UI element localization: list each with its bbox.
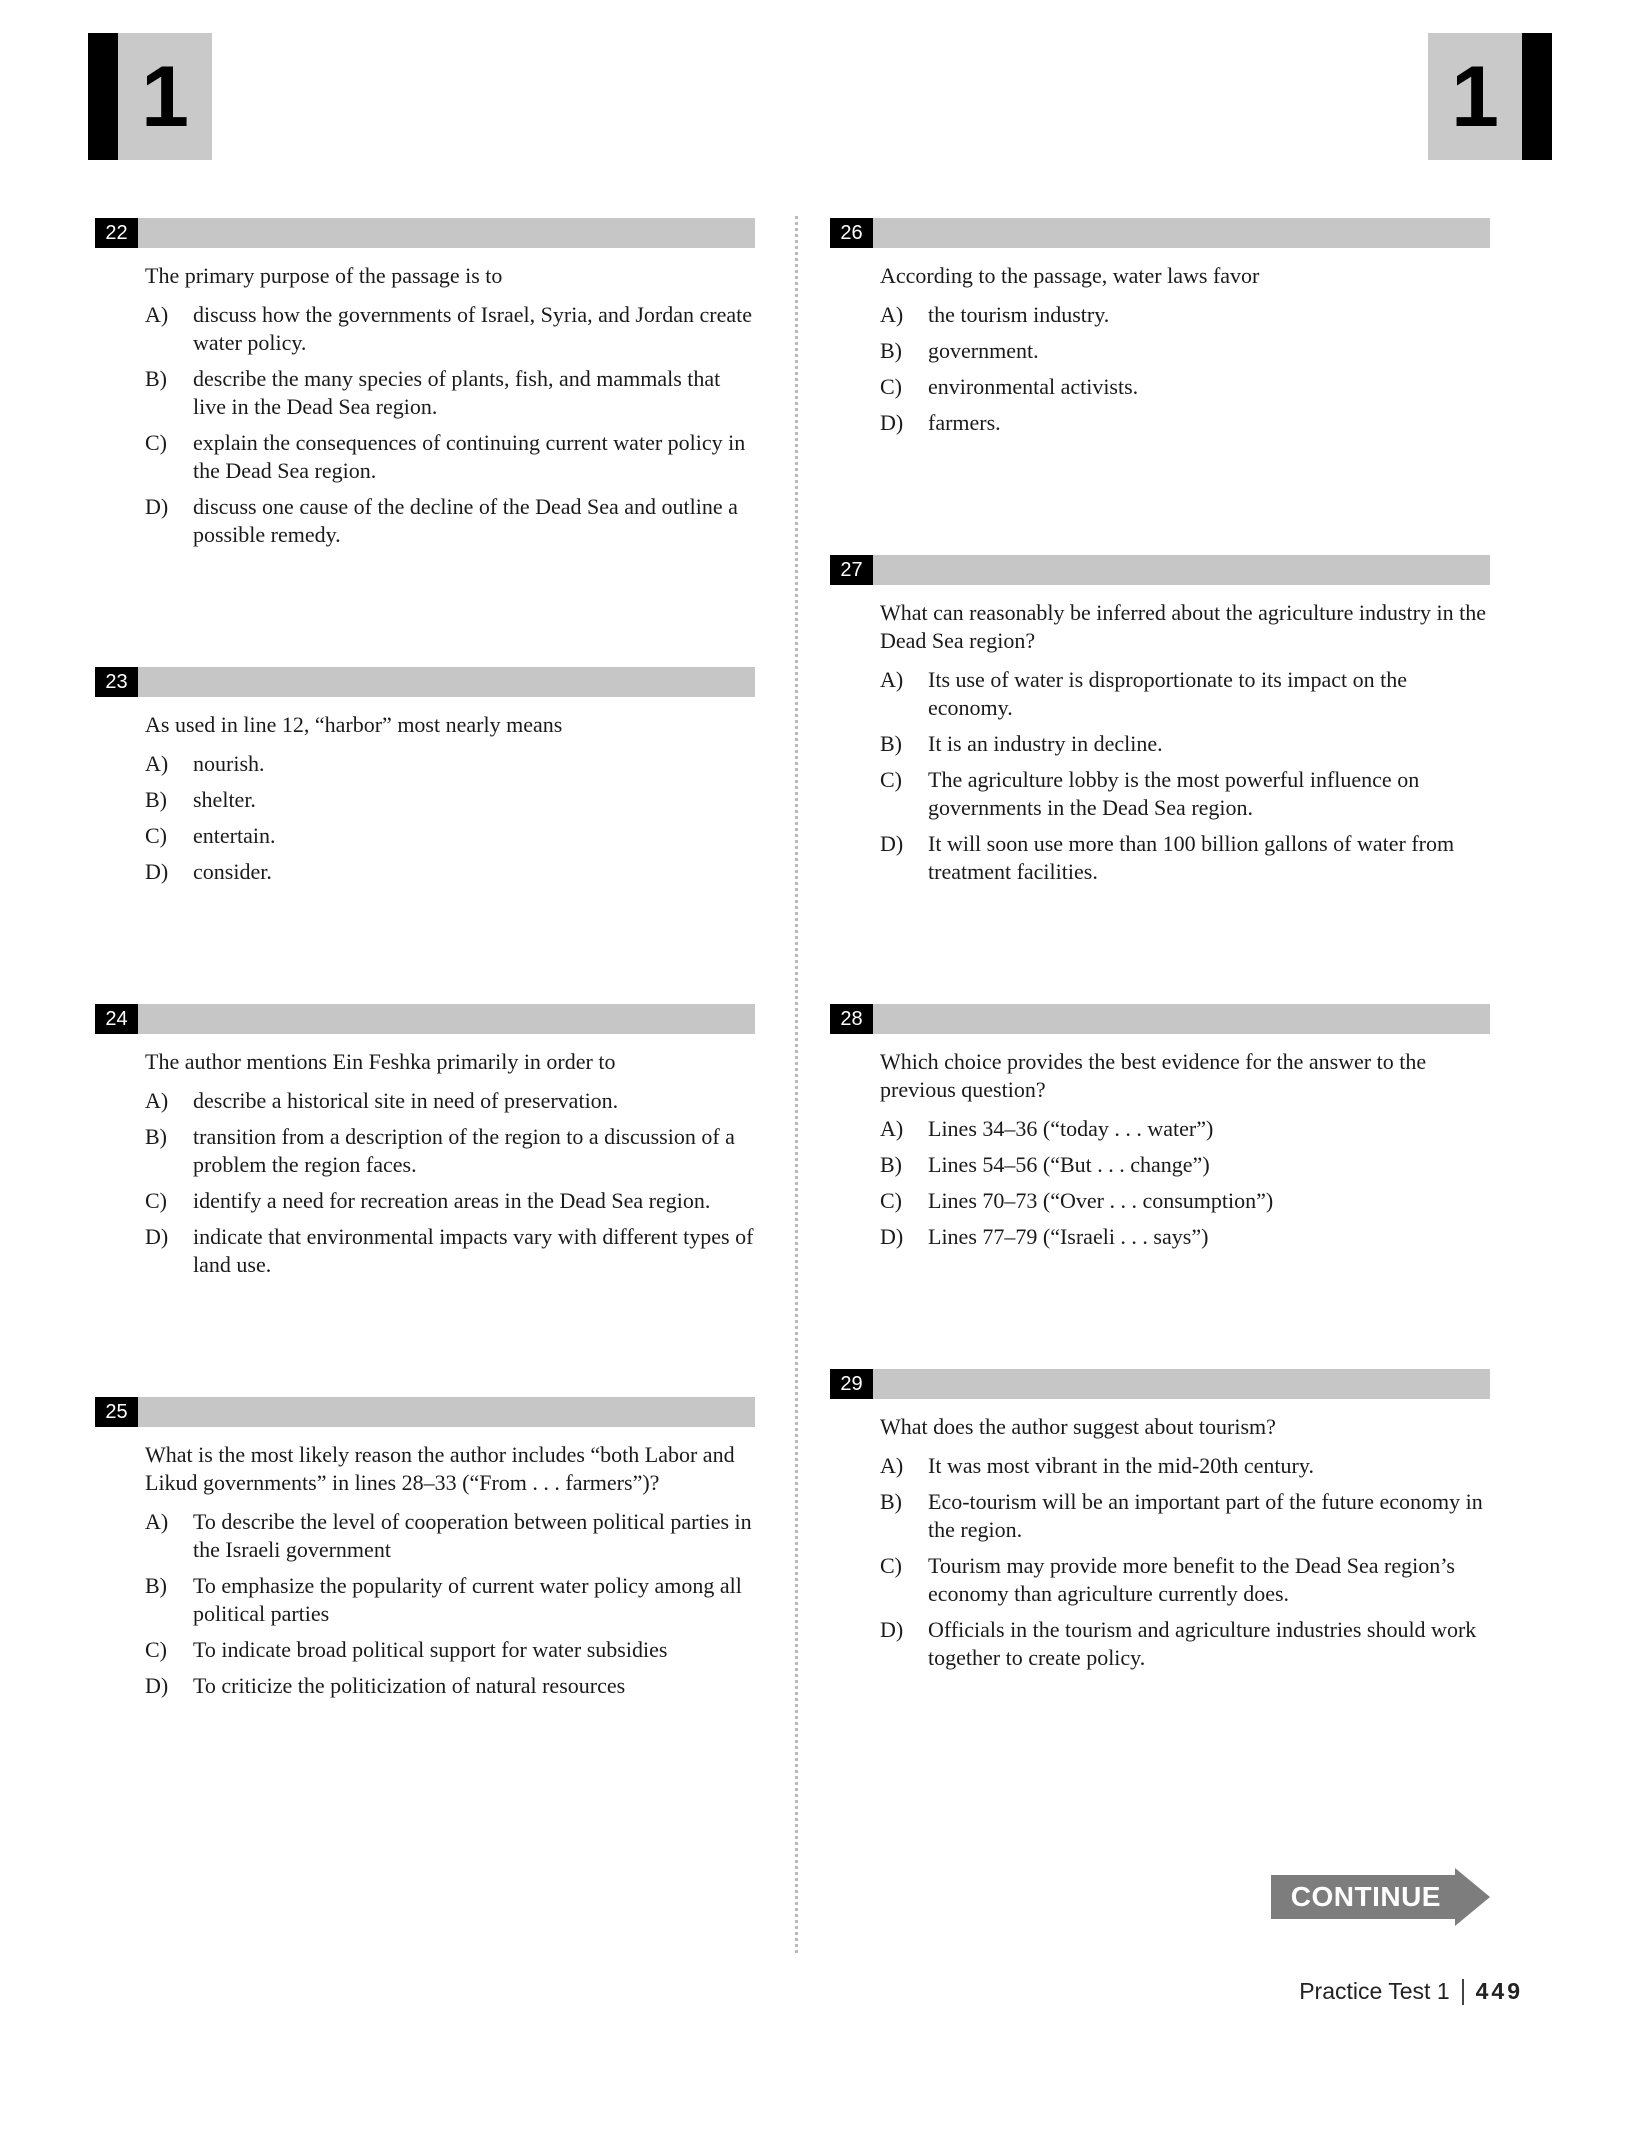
choice-letter: A) (880, 1116, 904, 1141)
answer-choice-25-D (145, 1672, 755, 1700)
answer-choice-28-D (880, 1223, 1490, 1251)
choice-letter: B) (880, 1152, 902, 1177)
choice-text: the tourism industry. (928, 302, 1110, 327)
questions-column-right (830, 218, 1490, 1790)
question-number: 27 (830, 555, 873, 585)
answer-choice-29-D (880, 1616, 1490, 1672)
question-stem: What is the most likely reason the author includes “both Labor and Likud governments” in lines 28–33 (“From . . . farmers”)? (145, 1442, 735, 1495)
choice-text: Its use of water is disproportionate to its impact on the economy. (928, 667, 1408, 720)
choice-text: Lines 70–73 (“Over . . . consumption”) (928, 1188, 1274, 1213)
question-number: 26 (830, 218, 873, 248)
question-number: 25 (95, 1397, 138, 1427)
answer-choice-26-D (880, 409, 1490, 437)
section-badge-right (1428, 33, 1522, 160)
choice-letter: B) (145, 1573, 167, 1598)
choice-text: It is an industry in decline. (928, 731, 1163, 756)
footer-divider (1462, 1979, 1464, 2005)
choice-letter: C) (880, 1553, 902, 1578)
choice-text: The agriculture lobby is the most powerful influence on governments in the Dead Sea region. (928, 767, 1420, 820)
question-number: 23 (95, 667, 138, 697)
question-body (95, 248, 755, 549)
question-header-bar (830, 1004, 1490, 1034)
question-header-bar (830, 1369, 1490, 1399)
choice-letter: C) (880, 767, 902, 792)
choice-letter: D) (145, 494, 169, 519)
footer-test-label: Practice Test 1 (1299, 1978, 1450, 2004)
question-24 (95, 1004, 755, 1279)
choice-letter: D) (145, 1673, 169, 1698)
page-footer (0, 1978, 1523, 2005)
choice-text: environmental activists. (928, 374, 1139, 399)
answer-choice-29-B (880, 1488, 1490, 1544)
choice-text: It will soon use more than 100 billion gallons of water from treatment facilities. (928, 831, 1455, 884)
question-stem: The author mentions Ein Feshka primarily in order to (145, 1049, 616, 1074)
questions-column-left (95, 218, 755, 1818)
column-divider (795, 216, 798, 1953)
section-number-left: 1 (141, 48, 189, 145)
question-header-bar (95, 1004, 755, 1034)
choice-letter: C) (880, 1188, 902, 1213)
choice-letter: D) (880, 410, 904, 435)
choice-text: discuss how the governments of Israel, Syria, and Jordan create water policy. (193, 302, 753, 355)
answer-choice-22-B (145, 365, 755, 421)
question-27 (830, 555, 1490, 886)
question-23 (95, 667, 755, 886)
choice-text: transition from a description of the region to a discussion of a problem the region faces. (193, 1124, 735, 1177)
choice-letter: D) (880, 1224, 904, 1249)
choice-letter: A) (145, 1509, 169, 1534)
section-number-right: 1 (1451, 48, 1499, 145)
header-black-rule-right (1522, 33, 1552, 160)
question-body (95, 1034, 755, 1279)
choice-text: Eco-tourism will be an important part of the future economy in the region. (928, 1489, 1483, 1542)
answer-choice-29-A (880, 1452, 1490, 1480)
question-number: 29 (830, 1369, 873, 1399)
question-28 (830, 1004, 1490, 1251)
choice-letter: C) (880, 374, 902, 399)
choice-text: describe a historical site in need of preservation. (193, 1088, 619, 1113)
choice-letter: A) (145, 1088, 169, 1113)
choice-text: It was most vibrant in the mid-20th century. (928, 1453, 1314, 1478)
choice-letter: B) (145, 787, 167, 812)
choice-text: Tourism may provide more benefit to the Dead Sea region’s economy than agriculture currently does. (928, 1553, 1455, 1606)
choice-letter: B) (880, 731, 902, 756)
answer-choice-27-B (880, 730, 1490, 758)
answer-choice-29-C (880, 1552, 1490, 1608)
choice-text: nourish. (193, 751, 265, 776)
answer-choice-24-A (145, 1087, 755, 1115)
choice-text: farmers. (928, 410, 1001, 435)
question-stem: The primary purpose of the passage is to (145, 263, 503, 288)
question-body (830, 1399, 1490, 1672)
choice-letter: A) (880, 1453, 904, 1478)
choice-text: To describe the level of cooperation between political parties in the Israeli government (193, 1509, 752, 1562)
choice-text: government. (928, 338, 1039, 363)
question-stem: Which choice provides the best evidence for the answer to the previous question? (880, 1049, 1427, 1102)
footer-page-number: 449 (1475, 1978, 1523, 2004)
question-header-bar (95, 667, 755, 697)
choice-letter: C) (145, 823, 167, 848)
answer-choice-28-C (880, 1187, 1490, 1215)
answer-choice-26-A (880, 301, 1490, 329)
choice-letter: B) (880, 338, 902, 363)
answer-choice-23-A (145, 750, 755, 778)
choice-text: Lines 34–36 (“today . . . water”) (928, 1116, 1214, 1141)
choice-text: indicate that environmental impacts vary with different types of land use. (193, 1224, 754, 1277)
answer-choice-24-C (145, 1187, 755, 1215)
answer-choice-28-B (880, 1151, 1490, 1179)
choice-text: describe the many species of plants, fish, and mammals that live in the Dead Sea region. (193, 366, 721, 419)
choice-text: To criticize the politicization of natural resources (193, 1673, 626, 1698)
answer-choice-22-C (145, 429, 755, 485)
answer-choice-24-D (145, 1223, 755, 1279)
question-22 (95, 218, 755, 549)
question-body (830, 585, 1490, 886)
question-26 (830, 218, 1490, 437)
question-number: 24 (95, 1004, 138, 1034)
answer-choice-23-D (145, 858, 755, 886)
choice-text: To emphasize the popularity of current water policy among all political parties (193, 1573, 742, 1626)
choice-text: entertain. (193, 823, 276, 848)
answer-choice-23-C (145, 822, 755, 850)
choice-text: explain the consequences of continuing current water policy in the Dead Sea region. (193, 430, 746, 483)
choice-letter: D) (880, 1617, 904, 1642)
continue-button (1271, 1875, 1455, 1919)
choice-text: identify a need for recreation areas in the Dead Sea region. (193, 1188, 711, 1213)
question-body (95, 697, 755, 886)
choice-letter: D) (145, 859, 169, 884)
question-body (95, 1427, 755, 1700)
answer-choice-25-C (145, 1636, 755, 1664)
choice-letter: A) (145, 302, 169, 327)
question-number: 28 (830, 1004, 873, 1034)
section-badge-left (118, 33, 212, 160)
question-header-bar (95, 1397, 755, 1427)
choice-letter: C) (145, 430, 167, 455)
question-header-bar (95, 218, 755, 248)
choice-text: Lines 77–79 (“Israeli . . . says”) (928, 1224, 1209, 1249)
answer-choice-22-D (145, 493, 755, 549)
continue-arrow-icon (1455, 1868, 1490, 1926)
choice-letter: B) (145, 366, 167, 391)
answer-choice-27-A (880, 666, 1490, 722)
question-header-bar (830, 218, 1490, 248)
choice-text: consider. (193, 859, 272, 884)
question-body (830, 1034, 1490, 1251)
choice-letter: D) (145, 1224, 169, 1249)
answer-choice-25-B (145, 1572, 755, 1628)
choice-text: Lines 54–56 (“But . . . change”) (928, 1152, 1210, 1177)
answer-choice-23-B (145, 786, 755, 814)
choice-letter: C) (145, 1637, 167, 1662)
answer-choice-26-B (880, 337, 1490, 365)
question-number: 22 (95, 218, 138, 248)
answer-choice-27-C (880, 766, 1490, 822)
answer-choice-24-B (145, 1123, 755, 1179)
question-25 (95, 1397, 755, 1700)
choice-letter: D) (880, 831, 904, 856)
choice-letter: B) (880, 1489, 902, 1514)
answer-choice-22-A (145, 301, 755, 357)
answer-choice-25-A (145, 1508, 755, 1564)
question-header-bar (830, 555, 1490, 585)
continue-label: CONTINUE (1290, 1881, 1441, 1912)
choice-letter: A) (880, 302, 904, 327)
question-stem: What can reasonably be inferred about the agriculture industry in the Dead Sea region? (880, 600, 1486, 653)
answer-choice-26-C (880, 373, 1490, 401)
choice-letter: A) (145, 751, 169, 776)
question-stem: According to the passage, water laws favor (880, 263, 1260, 288)
choice-text: Officials in the tourism and agriculture industries should work together to create policy. (928, 1617, 1477, 1670)
question-stem: What does the author suggest about tourism? (880, 1414, 1276, 1439)
question-29 (830, 1369, 1490, 1672)
answer-choice-27-D (880, 830, 1490, 886)
choice-letter: C) (145, 1188, 167, 1213)
answer-choice-28-A (880, 1115, 1490, 1143)
choice-text: To indicate broad political support for water subsidies (193, 1637, 668, 1662)
question-body (830, 248, 1490, 437)
choice-letter: A) (880, 667, 904, 692)
header-black-rule-left (88, 33, 118, 160)
choice-text: discuss one cause of the decline of the Dead Sea and outline a possible remedy. (193, 494, 738, 547)
question-stem: As used in line 12, “harbor” most nearly means (145, 712, 563, 737)
choice-letter: B) (145, 1124, 167, 1149)
choice-text: shelter. (193, 787, 256, 812)
